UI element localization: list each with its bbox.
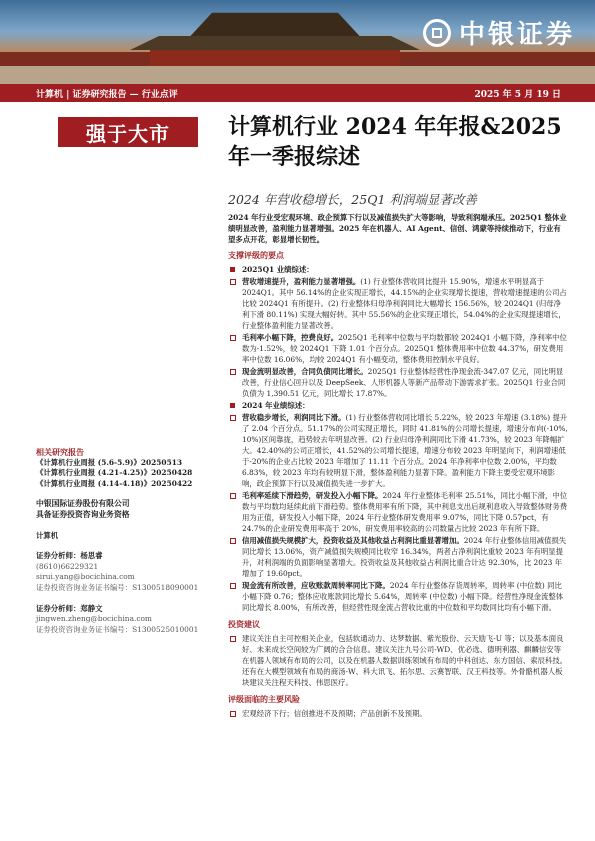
related-report[interactable]: 《计算机行业周报 (4.21-4.25)》20250428 <box>36 468 193 478</box>
report-title: 计算机行业 2024 年年报&2025 年一季报综述 <box>228 114 562 170</box>
report-date: 2025 年 5 月 19 日 <box>474 89 561 100</box>
analyst-name: 证券分析师：郑静文 <box>36 603 103 613</box>
sidebar-category: 计算机 <box>36 530 59 540</box>
section-heading-points: 支撑评级的要点 <box>228 250 284 260</box>
section-heading-investment: 投资建议 <box>228 619 260 629</box>
header-banner-image <box>0 0 595 84</box>
category-band <box>0 84 595 102</box>
analyst-cert: 证券投资咨询业务证书编号：S1300518090001 <box>36 582 199 592</box>
banner-courtyard <box>0 66 595 84</box>
analyst-name: 证券分析师：杨思睿 <box>36 551 103 561</box>
banner-palace-eave <box>130 36 420 50</box>
section-heading-risk: 评级面临的主要风险 <box>228 694 300 704</box>
risk-text: 宏观经济下行；信创推进不及预期；产品创新不及预期。 <box>228 708 568 719</box>
analyst-email[interactable]: jingwen.zheng@bocichina.com <box>36 614 152 624</box>
report-subtitle: 2024 年营收稳增长，25Q1 利润端显著改善 <box>228 192 477 207</box>
list-item: 信用减值损失规模扩大，投资收益及其他收益占利润比重显著增加。2024 年行业整体信用减值损失同比增长 13.06%，资产减值损失规模同比收窄 16.34%，两者占净利润比重较 2023 年有明显提升，对利润端的负面影响显著增大。投资收益及其他收益占利润比重合计达 92.30%，比 2023 年增加了 19.60pct。 <box>228 535 568 579</box>
list-item: 营收稳步增长，利润同比下滑。(1) 行业整体营收同比增长 5.22%，较 2023 年增速 (3.18%) 提升了 2.04 个百分点。51.17%的公司实现正增长，同时 41.81%的公司增长提速，增速分布向(-10%, 10%)区间靠拢，趋势较去年明显改善。(2) 行业归母净利润同比下滑 41.73%，较 2023 年降幅扩大。42.40%的公司正增长，41.52%的公司增长提速，增速分布较 2023 年明显向下，利润增速低于-20%的企业占比较 2023 年增加了 11.11 个百分点。2024 年净利率中位数 2.00%，平均数 6.83%，较 2023 年均有较明显下滑，整体盈利能力显著下降。盈利能力下降主要受宏观环境影响，政企预算下行以及减值损失进一步扩大。 <box>228 412 568 489</box>
risk-list <box>228 708 568 719</box>
list-item: 现金流有所改善，应收账款周转率同比下降。2024 年行业整体存货周转率，周转率 (中位数) 同比小幅下降 0.76；整体应收账款同比增长 5.64%，周转率 (中位数) 小幅下降。经营性净现金流整体同比增长 8.00%，有所改善，但经营性现金流占营收比重的中位数和平均数同比均有小幅下滑。 <box>228 580 568 613</box>
analyst-phone: (8610)66229321 <box>36 561 99 571</box>
brand-name: 中银证券 <box>458 20 575 50</box>
brand-logo <box>423 14 575 51</box>
related-report[interactable]: 《计算机行业周报 (5.6-5.9)》20250513 <box>36 457 183 467</box>
analyst-email[interactable]: sirui.yang@bocichina.com <box>36 572 135 582</box>
related-heading: 相关研究报告 <box>36 447 84 457</box>
rating-badge: 强于大市 <box>58 117 198 147</box>
related-report[interactable]: 《计算机行业周报 (4.14-4.18)》20250422 <box>36 478 193 488</box>
list-item: 毛利率小幅下降，控费良好。2025Q1 毛利率中位数与平均数都较 2024Q1 小幅下降，净利率中位数为-1.52%，较 2024Q1 下降 1.01 个百分点。2025Q1 整体费用率中位数 44.37%，研发费用率中位数 16.06%，均较 2024Q1 有小幅变动，整体费用控制水平良好。 <box>228 332 568 365</box>
sidebar <box>36 447 216 635</box>
lead-paragraph: 2024 年行业受宏观环境、政企预算下行以及减值损失扩大等影响，导致利润端承压。2025Q1 整体业绩明显改善，盈利能力显著增强。2025 年在机器人、AI Agent、信创、鸿蒙等持续推动下，行业有望多点开花，彰显增长韧性。 <box>228 213 567 244</box>
investment-list <box>228 633 568 688</box>
org-name: 中银国际证券股份有限公司 具备证券投资咨询业务资格 <box>36 499 130 519</box>
main-column <box>228 212 568 720</box>
investment-text: 建议关注自主可控相关企业，包括软通动力、达梦数据、紫光股份、云天励飞-U 等；以及基本面良好、未来成长空间较为广阔的合合信息。建议关注九号公司-WD、优必选、德明利器、麒麟信安等在机器人领域有布局的公司，以及在机器人数据训练领域有布局的中科创达、东方国信、索辰科技。还有在大模型领域有布局的商汤-W、科大讯飞、拓尔思、云赛智联、汉王科技等。外骨骼机器人板块建议关注程天科技、伟思医疗。 <box>228 633 568 688</box>
q1-heading: 2025Q1 业绩综述： <box>228 264 568 275</box>
report-category: 计算机 | 证券研究报告 — 行业点评 <box>36 89 178 100</box>
points-list <box>228 264 568 613</box>
y24-heading: 2024 年业绩综述： <box>228 400 568 411</box>
boc-logo-icon <box>423 19 451 47</box>
analyst-cert: 证券投资咨询业务证书编号：S1300525010001 <box>36 624 199 634</box>
list-item: 营收增速提升，盈利能力显著增强。(1) 行业整体营收同比提升 15.90%，增速水平明显高于 2024Q1。其中 56.14%的企业实现正增长，44.15%的企业实现增长提速，营收增速提速的公司占比较 2024Q1 有所提升。(2) 行业整体归母净利润同比大幅增长 156.56%，较 2024Q1 (归母净利下滑 80.11%) 实现大幅好转。其中 55.56%的企业实现正增长，54.04%的企业实现提速增长，行业整体盈利能力显著改善。 <box>228 276 568 331</box>
list-item: 现金流明显改善，合同负债同比增长。2025Q1 行业整体经营性净现金流-347.07 亿元，同比明显改善，行业信心回升以及 DeepSeek、人形机器人等新产品带动下游需求扩张。2025Q1 行业合同负债为 1,390.51 亿元，同比增长 17.87%。 <box>228 366 568 399</box>
banner-palace-roof <box>170 6 380 40</box>
list-item: 毛利率延续下滑趋势，研发投入小幅下降。2024 年行业整体毛利率 25.51%，同比小幅下滑，中位数与平均数均延续此前下滑趋势。整体费用率有所下降，其中利息支出后规利息收入导致整体财务费用为正值，研发投入小幅下降，2024 年行业整体研发费用率 9.07%，同比下降 0.57pct，有 24.7%的企业研发费用率高于 20%，研发费用率较高的公司数量占比较 2023 年有所下降。 <box>228 490 568 534</box>
